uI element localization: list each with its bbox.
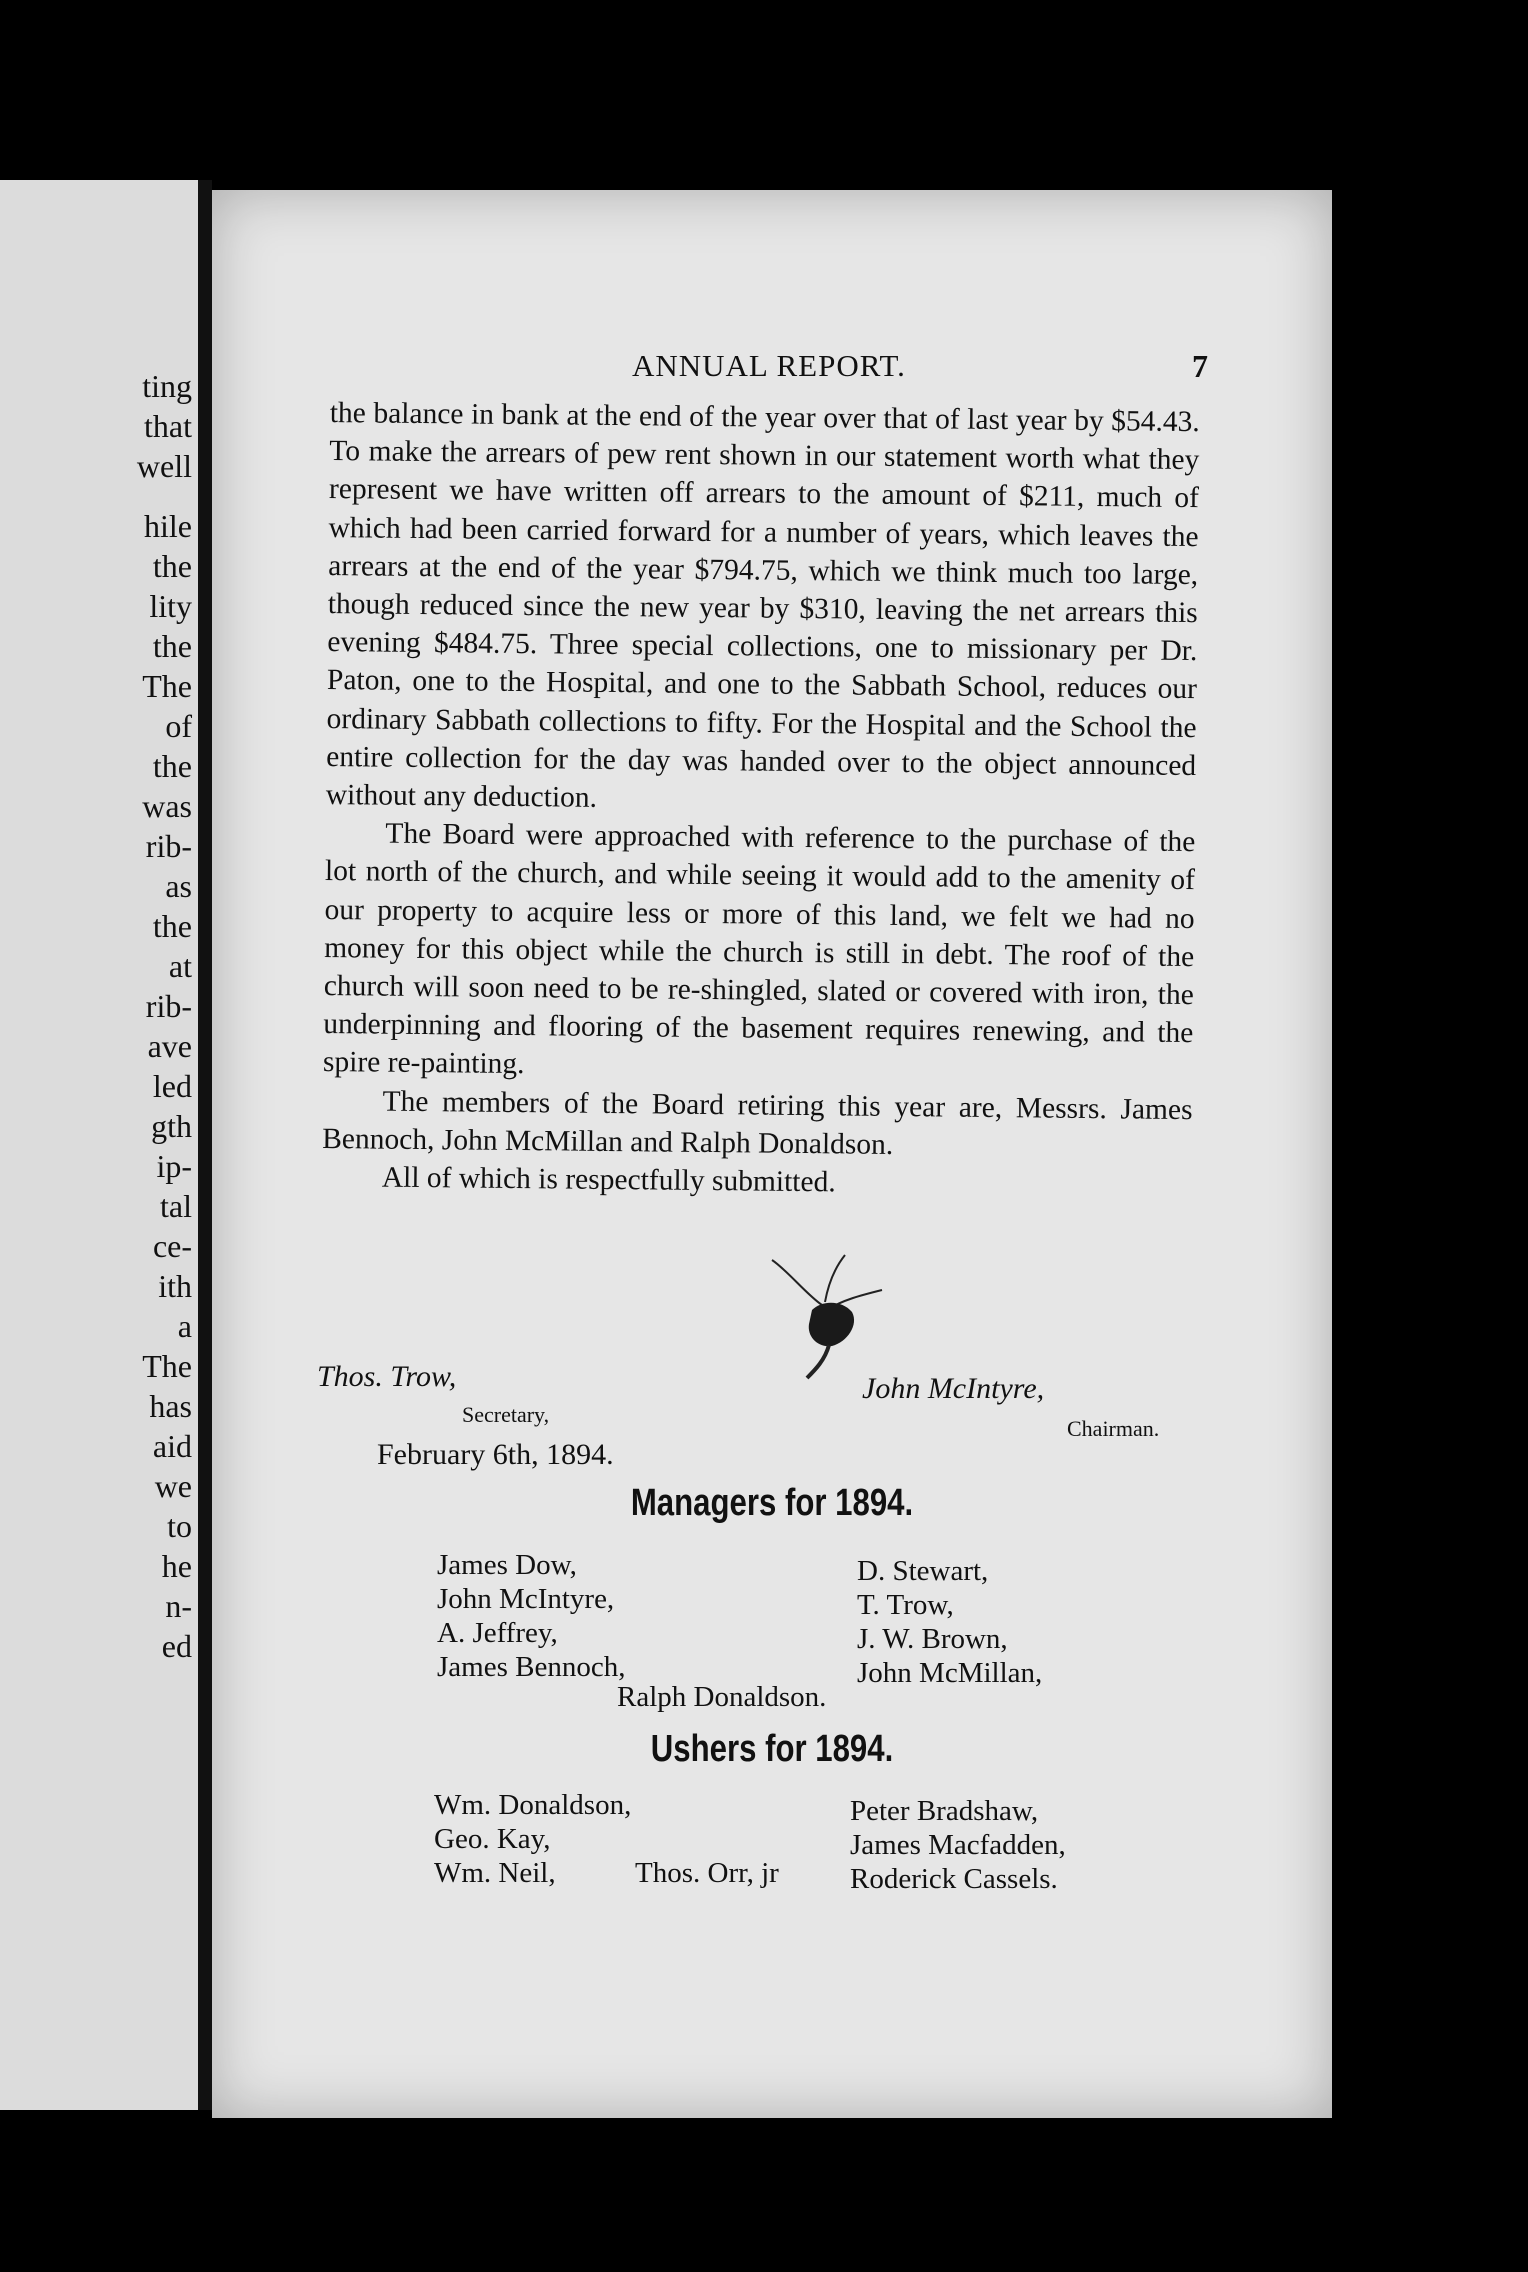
report-body — [322, 394, 1200, 1205]
left-page-text-fragment: ting — [142, 368, 192, 404]
usher-name: Geo. Kay, — [434, 1823, 551, 1855]
left-page-text-fragment: The — [142, 668, 192, 704]
secretary-name: Thos. Trow, — [317, 1360, 457, 1393]
left-page-text-fragment: the — [152, 628, 192, 664]
left-page-text-fragment: ave — [147, 1028, 192, 1064]
left-page-text-fragment: gth — [151, 1108, 192, 1144]
left-page-text-fragment: the — [152, 908, 192, 944]
usher-name: Peter Bradshaw, — [850, 1795, 1039, 1827]
previous-page-fragment — [0, 180, 198, 2110]
left-page-text-fragment: that — [144, 408, 192, 444]
left-page-text-fragment: ip- — [156, 1148, 192, 1184]
left-page-text-fragment: led — [152, 1068, 192, 1104]
usher-name: Wm. Neil, — [434, 1857, 556, 1889]
left-page-text-fragment: tal — [160, 1188, 192, 1224]
usher-center-name: Thos. Orr, jr — [635, 1857, 779, 1889]
paragraph-land-purchase: The Board were approached with reference to the purchase of the lot north of the church, and while seeing it would add to the amenity of our property to acquire less or more of this land, we felt we had no money for this object while the church is still in debt. The roof of the church will soon need to be re-shingled, slated or covered with iron, the underpinning and flooring of the basement requires renewing, and the spire re-painting. — [322, 817, 1196, 1081]
running-head — [212, 348, 1332, 388]
left-page-text-fragment: rib- — [145, 828, 192, 864]
left-page-text-fragment: n- — [165, 1588, 192, 1624]
running-title: ANNUAL REPORT. — [632, 348, 906, 383]
manager-name: D. Stewart, — [857, 1555, 989, 1587]
manager-name: James Dow, — [437, 1549, 577, 1581]
left-page-text-fragment: The — [142, 1348, 192, 1384]
ushers-right-column — [850, 1794, 1066, 1896]
left-page-text-fragment: ith — [158, 1268, 192, 1304]
left-page-text-fragment: was — [142, 788, 192, 824]
left-page-text-fragment: the — [152, 748, 192, 784]
usher-name: Wm. Donaldson, — [434, 1789, 632, 1821]
ushers-heading: Ushers for 1894. — [650, 1728, 894, 1770]
left-page-text-fragment: well — [136, 448, 192, 484]
usher-name: Roderick Cassels. — [850, 1863, 1058, 1895]
ushers-left-column — [434, 1788, 631, 1890]
managers-right-column — [857, 1554, 1042, 1690]
manager-name: A. Jeffrey, — [437, 1617, 558, 1649]
left-page-text-fragment: rib- — [145, 988, 192, 1024]
left-page-text-fragment: hile — [144, 508, 192, 544]
usher-name: James Macfadden, — [850, 1829, 1066, 1861]
left-page-text-fragment: lity — [149, 588, 192, 624]
manager-name: John McMillan, — [857, 1657, 1043, 1689]
paragraph-submission: All of which is respectfully submitted. — [381, 1161, 836, 1199]
secretary-title: Secretary, — [462, 1402, 550, 1427]
left-page-text-fragment: a — [177, 1308, 192, 1344]
report-date: February 6th, 1894. — [377, 1438, 614, 1471]
managers-left-column — [437, 1548, 625, 1684]
manager-name: James Bennoch, — [437, 1651, 626, 1683]
manager-name: J. W. Brown, — [857, 1623, 1008, 1655]
paragraph-retiring-members: The members of the Board retiring this year are, Messrs. James Bennoch, John McMillan and Ralph Donaldson. — [322, 1085, 1193, 1161]
left-page-text-fragment: to — [167, 1508, 192, 1544]
left-page-text-fragment: aid — [152, 1428, 192, 1464]
left-page-text-fragment: ed — [161, 1628, 192, 1664]
manager-center-name: Ralph Donaldson. — [617, 1681, 827, 1713]
paragraph-finances: the balance in bank at the end of the year over that of last year by $54.43. To make the arrears of pew rent shown in our statement worth what they represent we have written off arrears to the amount of $211, much of which had been carried forward for a number of years, which leaves the arrears at the end of the year $794.75, which we think much too large, though reduced since the new year by $310, leaving the net arrears this evening $484.75. Three special collections, one to missionary per Dr. Paton, one to the Hospital, and one to the Sabbath School, reduces our ordinary Sabbath collections to fifty. For the Hospital and the School the entire collection for the day was handed over to the object announced without any deduction. — [325, 396, 1200, 814]
book-gutter — [198, 180, 212, 2110]
page-number: 7 — [1192, 348, 1208, 384]
left-page-text-fragment: of — [165, 708, 192, 744]
left-page-text-fragment: ce- — [152, 1228, 192, 1264]
left-page-text-fragment: the — [152, 548, 192, 584]
ink-blot-mark — [767, 1250, 887, 1380]
managers-heading: Managers for 1894. — [630, 1482, 914, 1524]
left-page-text-fragment: we — [154, 1468, 192, 1504]
left-page-text-fragment: as — [165, 868, 192, 904]
chairman-title: Chairman. — [1067, 1416, 1160, 1441]
left-page-text-fragment: has — [149, 1388, 192, 1424]
left-page-text-fragment: at — [168, 948, 192, 984]
document-page — [212, 190, 1332, 2118]
left-page-text-fragment: he — [161, 1548, 192, 1584]
chairman-name: John McIntyre, — [862, 1372, 1045, 1405]
manager-name: T. Trow, — [857, 1589, 954, 1621]
manager-name: John McIntyre, — [437, 1583, 615, 1615]
